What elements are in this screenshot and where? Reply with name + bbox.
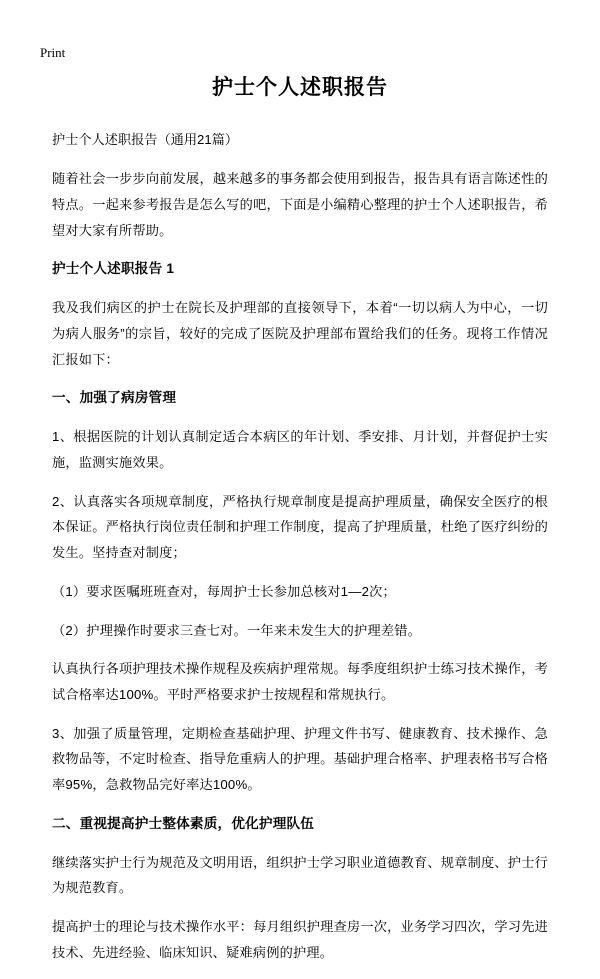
paragraph: （1）要求医嘱班班查对，每周护士长参加总核对1—2次； (52, 583, 396, 599)
paragraph: 3、加强了质量管理，定期检查基础护理、护理文件书写、健康教育、技术操作、急救物品等，不定时检查、指导危重病人的护理。基础护理合格率、护理表格书写合格率95%，急救物品完好率达100%。 (52, 725, 548, 793)
section-heading: 护士个人述职报告 1 (52, 261, 175, 277)
paragraph: 认真执行各项护理技术操作规程及疾病护理常规。每季度组织护士练习技术操作，考试合格率达100%。平时严格要求护士按规程和常规执行。 (52, 661, 548, 702)
section-heading: 二、重视提高护士整体素质，优化护理队伍 (52, 815, 315, 831)
section-heading: 一、加强了病房管理 (52, 390, 177, 406)
paragraph: 随着社会一步步向前发展，越来越多的事务都会使用到报告，报告具有语言陈述性的特点。一起来参考报告是怎么写的吧，下面是小编精心整理的护士个人述职报告，希望对大家有所帮助。 (52, 171, 548, 238)
paragraph: 1、根据医院的计划认真制定适合本病区的年计划、季安排、月计划，并督促护士实施，监测实施效果。 (52, 429, 548, 470)
document-body (52, 74, 548, 979)
paragraph: 继续落实护士行为规范及文明用语，组织护士学习职业道德教育、规章制度、护士行为规范教育。 (52, 854, 548, 896)
paragraph: 2、认真落实各项规章制度，严格执行规章制度是提高护理质量，确保安全医疗的根本保证。严格执行岗位责任制和护理工作制度，提高了护理质量，杜绝了医疗纠纷的发生。坚持查对制度； (52, 493, 548, 561)
paragraph: （2）护理操作时要求三查七对。一年来未发生大的护理差错。 (52, 622, 421, 638)
paragraph: 我及我们病区的护士在院长及护理部的直接领导下，本着“一切以病人为中心，一切为病人服务”的宗旨，较好的完成了医院及护理部布置给我们的任务。现将工作情况汇报如下： (52, 300, 548, 367)
page-title: 护士个人述职报告 (212, 76, 388, 99)
document-subtitle: 护士个人述职报告（通用21篇） (52, 132, 239, 148)
paragraph: 提高护士的理论与技术操作水平：每月组织护理查房一次，业务学习四次，学习先进技术、先进经验、临床知识、疑难病例的护理。 (52, 919, 548, 960)
print-button[interactable]: Print (40, 45, 66, 60)
